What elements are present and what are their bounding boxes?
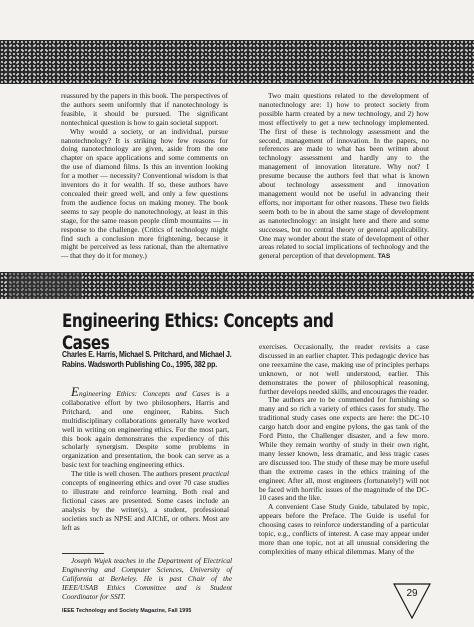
paragraph-text: concepts of engineering ethics and over 70 case studies to illustrate and reinforce learning. Both real and fictional cases are presented. Some cases include an analysis by the writer(s), a student, professional societies such as NPSE and AIChE, or others. Most are left as: [62, 478, 229, 532]
paragraph: The authors are to be commended for furnishing so many and so rich a variety of ethics cases for study. The traditional study cases one expects are here: the DC-10 cargo hatch door and engine pylons, the gas tank of the Ford Pinto, the Challenger disaster, and a few more. While they remain worthy of study in their own right, many lesser known, less dramatic, and less tragic cases are discussed too. The study of these may be more useful than the extreme cases in the ethics training of the engineer. After all, most engineers (fortunately!) will not be faced with horrific issues of the magnitude of the DC-10 cases and the like.: [259, 395, 429, 503]
paragraph: reassured by the papers in this book. The perspectives of the authors seem uniformly that if nanotechnology is feasible, it should be pursued. The significant nontechnical question is how to gain societal support.: [61, 91, 228, 127]
paragraph: exercises. Occasionally, the reader revisits a case discussed in an earlier chapter. This pedagogic device has one reexamine the case, making use of principles perhaps unknown, or not well understood, earlier. This demonstrates the power of philosophical reasoning, further develops needed skills, and encourages the reader.: [259, 342, 429, 396]
emphasis: practical: [202, 469, 229, 479]
halftone-banner-top: [0, 40, 474, 84]
page-number-marker: [392, 582, 432, 622]
author-note: [62, 557, 232, 602]
author-end-mark: TAS: [377, 253, 391, 261]
page-number: 29: [406, 588, 418, 599]
paragraph-text: The title is well chosen. The authors present: [71, 469, 203, 479]
paragraph-text: Two main questions related to the development of nanotechnology are: 1) how to protect society from possible harm created by a new technology, and 2) how most effectively to get a new technology implemented. The first of these is technology assessment and the second, management of innovation. In the papers, no references are made to what has been written about technology assessment and hardly any to the management of innovation literature. Why not? I presume because the authors feel that what is known about technology assessment and innovation management would not be useful in advancing their efforts, nor important for other reasons. These two fields seem both to be in about the same stage of development as nanotechnology: an insight here and there and some successes, but no central theory or general applicability. One may wonder about the state of development of other areas related to social implications of technology and the general perception of that development.: [259, 91, 429, 261]
paragraph: A convenient Case Study Guide, tabulated by topic, appears before the Preface. The Guide is useful for choosing cases to reinforce understanding of a particular topic, e.g., conflicts of interest. A case may appear under more than one topic, not at all unusual considering the complexities of many ethical dilemmas. Many of the: [259, 502, 429, 556]
section-tab-strip: [8, 272, 82, 299]
paragraph: Why would a society, or an individual, pursue nanotechnology? It is striking how few reasons for doing nanotechnology are given, aside from the one chapter on space applications and some comments on the use of diamond films. Is this an invention looking for a mother — necessity? Conventional wisdom is that inventors do it for wealth. If so, these authors have concealed their greed well, and only a few questions from the audience focus on making money. The book seems to say people do nanotechnology, at least in this stage, for the same reason people climb mountains — in response to the challenge. (Critics of technology might find such a conclusion more frightening, because it might be perceived as less rational, than the alternative — that they do it for money.): [61, 126, 228, 261]
review-left-column: [62, 384, 229, 533]
book-citation: Charles E. Harris, Michael S. Pritchard, and Michael J. Rabins. Wadsworth Publishing Co., 1995, 382 pp.: [62, 350, 232, 369]
review-right-column: [259, 343, 429, 557]
paragraph: [62, 470, 229, 532]
paragraph: [62, 384, 229, 470]
journal-footer: IEEE Technology and Society Magazine, Fall 1995: [62, 608, 192, 614]
author-note-text: Joseph Wujek teaches in the Department of Electrical Engineering and Computer Sciences, University of California at Berkeley. He is past Chair of the IEEE/USAB Ethics Committee and is Student Coordinator for SSIT.: [62, 556, 232, 601]
article-title: Engineering Ethics: Concepts and Cases: [62, 311, 334, 354]
footnote-rule: [62, 553, 104, 554]
book-title-italic: ngineering Ethics: Concepts and Cases: [78, 389, 210, 398]
drop-cap: E: [71, 384, 79, 399]
review-continued-right-column: [259, 92, 429, 262]
review-continued-left-column: [61, 92, 228, 261]
paragraph-text: is a collaborative effort by two philosophers, Harris and Pritchard, and one engineer, Rabins. Such multidisciplinary collaborations generally have worked well in writing on engineering ethics. For the most part, this book again demonstrates the expediency of this scholarly synergism. Despite some problems in organization and presentation, the book can serve as a basic text for teaching engineering ethics.: [62, 389, 229, 470]
paragraph: [259, 92, 429, 262]
